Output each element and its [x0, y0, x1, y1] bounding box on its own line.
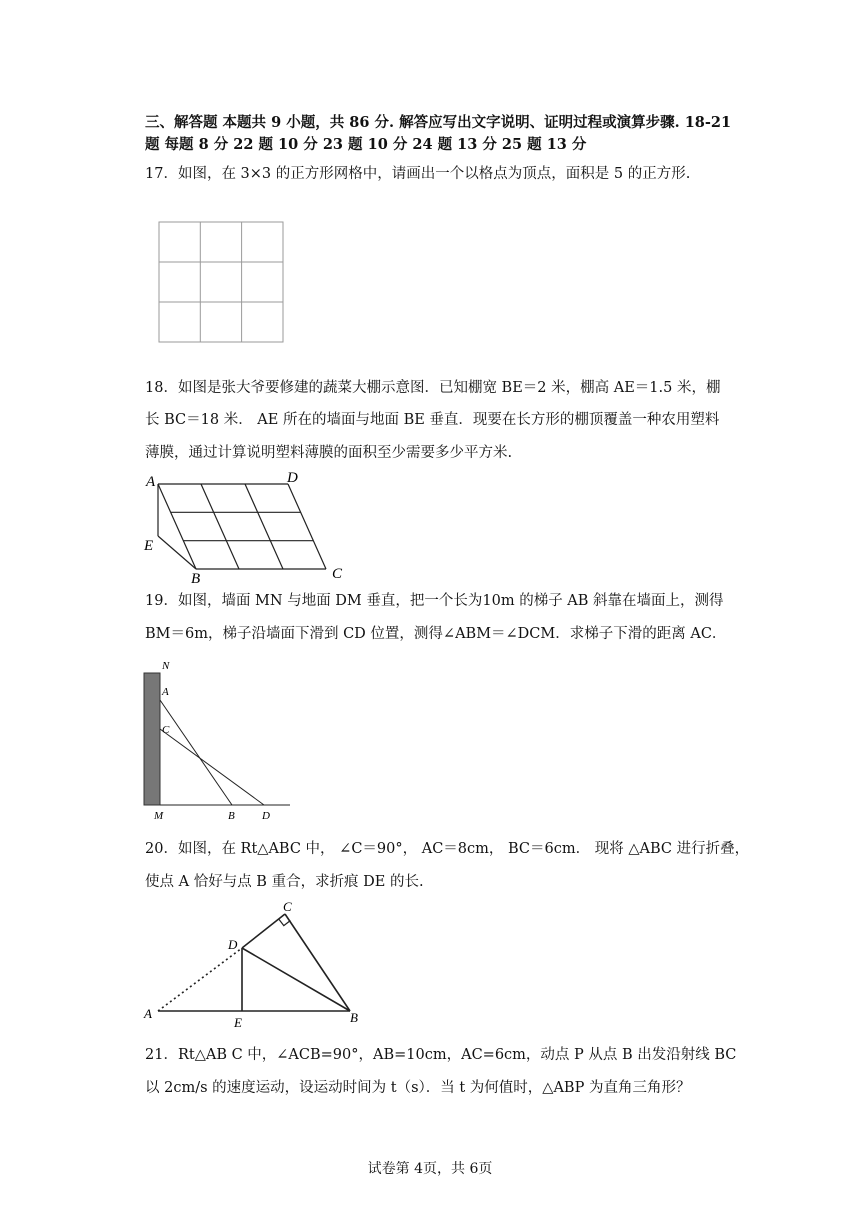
question-19-line1: 19．如图，墙面 MN 与地面 DM 垂直，把一个长为10m 的梯子 AB 斜靠在墙面上，测得 — [145, 593, 724, 609]
label-E: E — [144, 538, 154, 554]
label-M: M — [154, 810, 164, 822]
wall-block — [144, 673, 160, 805]
folding-triangle-figure — [140, 900, 370, 1032]
label-N: N — [162, 660, 170, 672]
question-18-line1: 18．如图是张大爷要修建的蔬菜大棚示意图．已知棚宽 BE＝2 米，棚高 AE＝1.5 米，棚 — [145, 380, 721, 396]
page-footer: 试卷第 4页，共 6页 — [367, 1161, 493, 1177]
label-D: D — [287, 470, 298, 486]
question-21-line2: 以 2cm/s 的速度运动，设运动时间为 t（s）．当 t 为何值时，△ABP 为直角三角形？ — [145, 1080, 691, 1096]
greenhouse-figure — [140, 466, 360, 586]
question-19-line2: BM＝6m，梯子沿墙面下滑到 CD 位置，测得∠ABM＝∠DCM．求梯子下滑的距离 AC． — [145, 626, 727, 642]
label-A: A — [146, 474, 156, 490]
question-21-line1: 21．Rt△AB C 中，∠ACB=90°，AB=10cm，AC=6cm，动点 P 从点 B 出发沿射线 BC — [145, 1047, 737, 1063]
question-20-line1: 20．如图，在 Rt△ABC 中， ∠C＝90°， AC＝8cm， BC＝6cm． 现将 △ABC 进行折叠， — [145, 841, 750, 857]
label-A: A — [144, 1006, 152, 1021]
label-C: C — [162, 724, 170, 736]
label-D: D — [262, 810, 270, 822]
label-E: E — [234, 1015, 242, 1030]
question-17-text: 17．如图，在 3×3 的正方形网格中，请画出一个以格点为顶点，面积是 5 的正方形. — [145, 166, 691, 182]
label-A: A — [162, 686, 169, 698]
label-B: B — [191, 571, 201, 587]
label-B: B — [350, 1010, 358, 1025]
label-D: D — [228, 937, 238, 952]
label-C: C — [283, 899, 292, 914]
grid-3x3-figure — [155, 218, 289, 346]
question-20-line2: 使点 A 恰好与点 B 重合，求折痕 DE 的长. — [145, 874, 424, 890]
question-18-line3: 薄膜，通过计算说明塑料薄膜的面积至少需要多少平方米. — [145, 445, 513, 461]
label-B: B — [228, 810, 235, 822]
ladder-figure — [140, 656, 300, 826]
question-18-line2: 长 BC＝18 米． AE 所在的墙面与地面 BE 垂直．现要在长方形的棚顶覆盖一种农用塑料 — [145, 412, 720, 428]
label-C: C — [332, 566, 343, 582]
section-heading-line2: 题 每题 8 分 22 题 10 分 23 题 10 分 24 题 13 分 25 题 13 分 — [145, 136, 587, 153]
section-heading-line1: 三、解答题 本题共 9 小题，共 86 分. 解答应写出文字说明、证明过程或演算步骤. 18-21 — [145, 114, 732, 131]
